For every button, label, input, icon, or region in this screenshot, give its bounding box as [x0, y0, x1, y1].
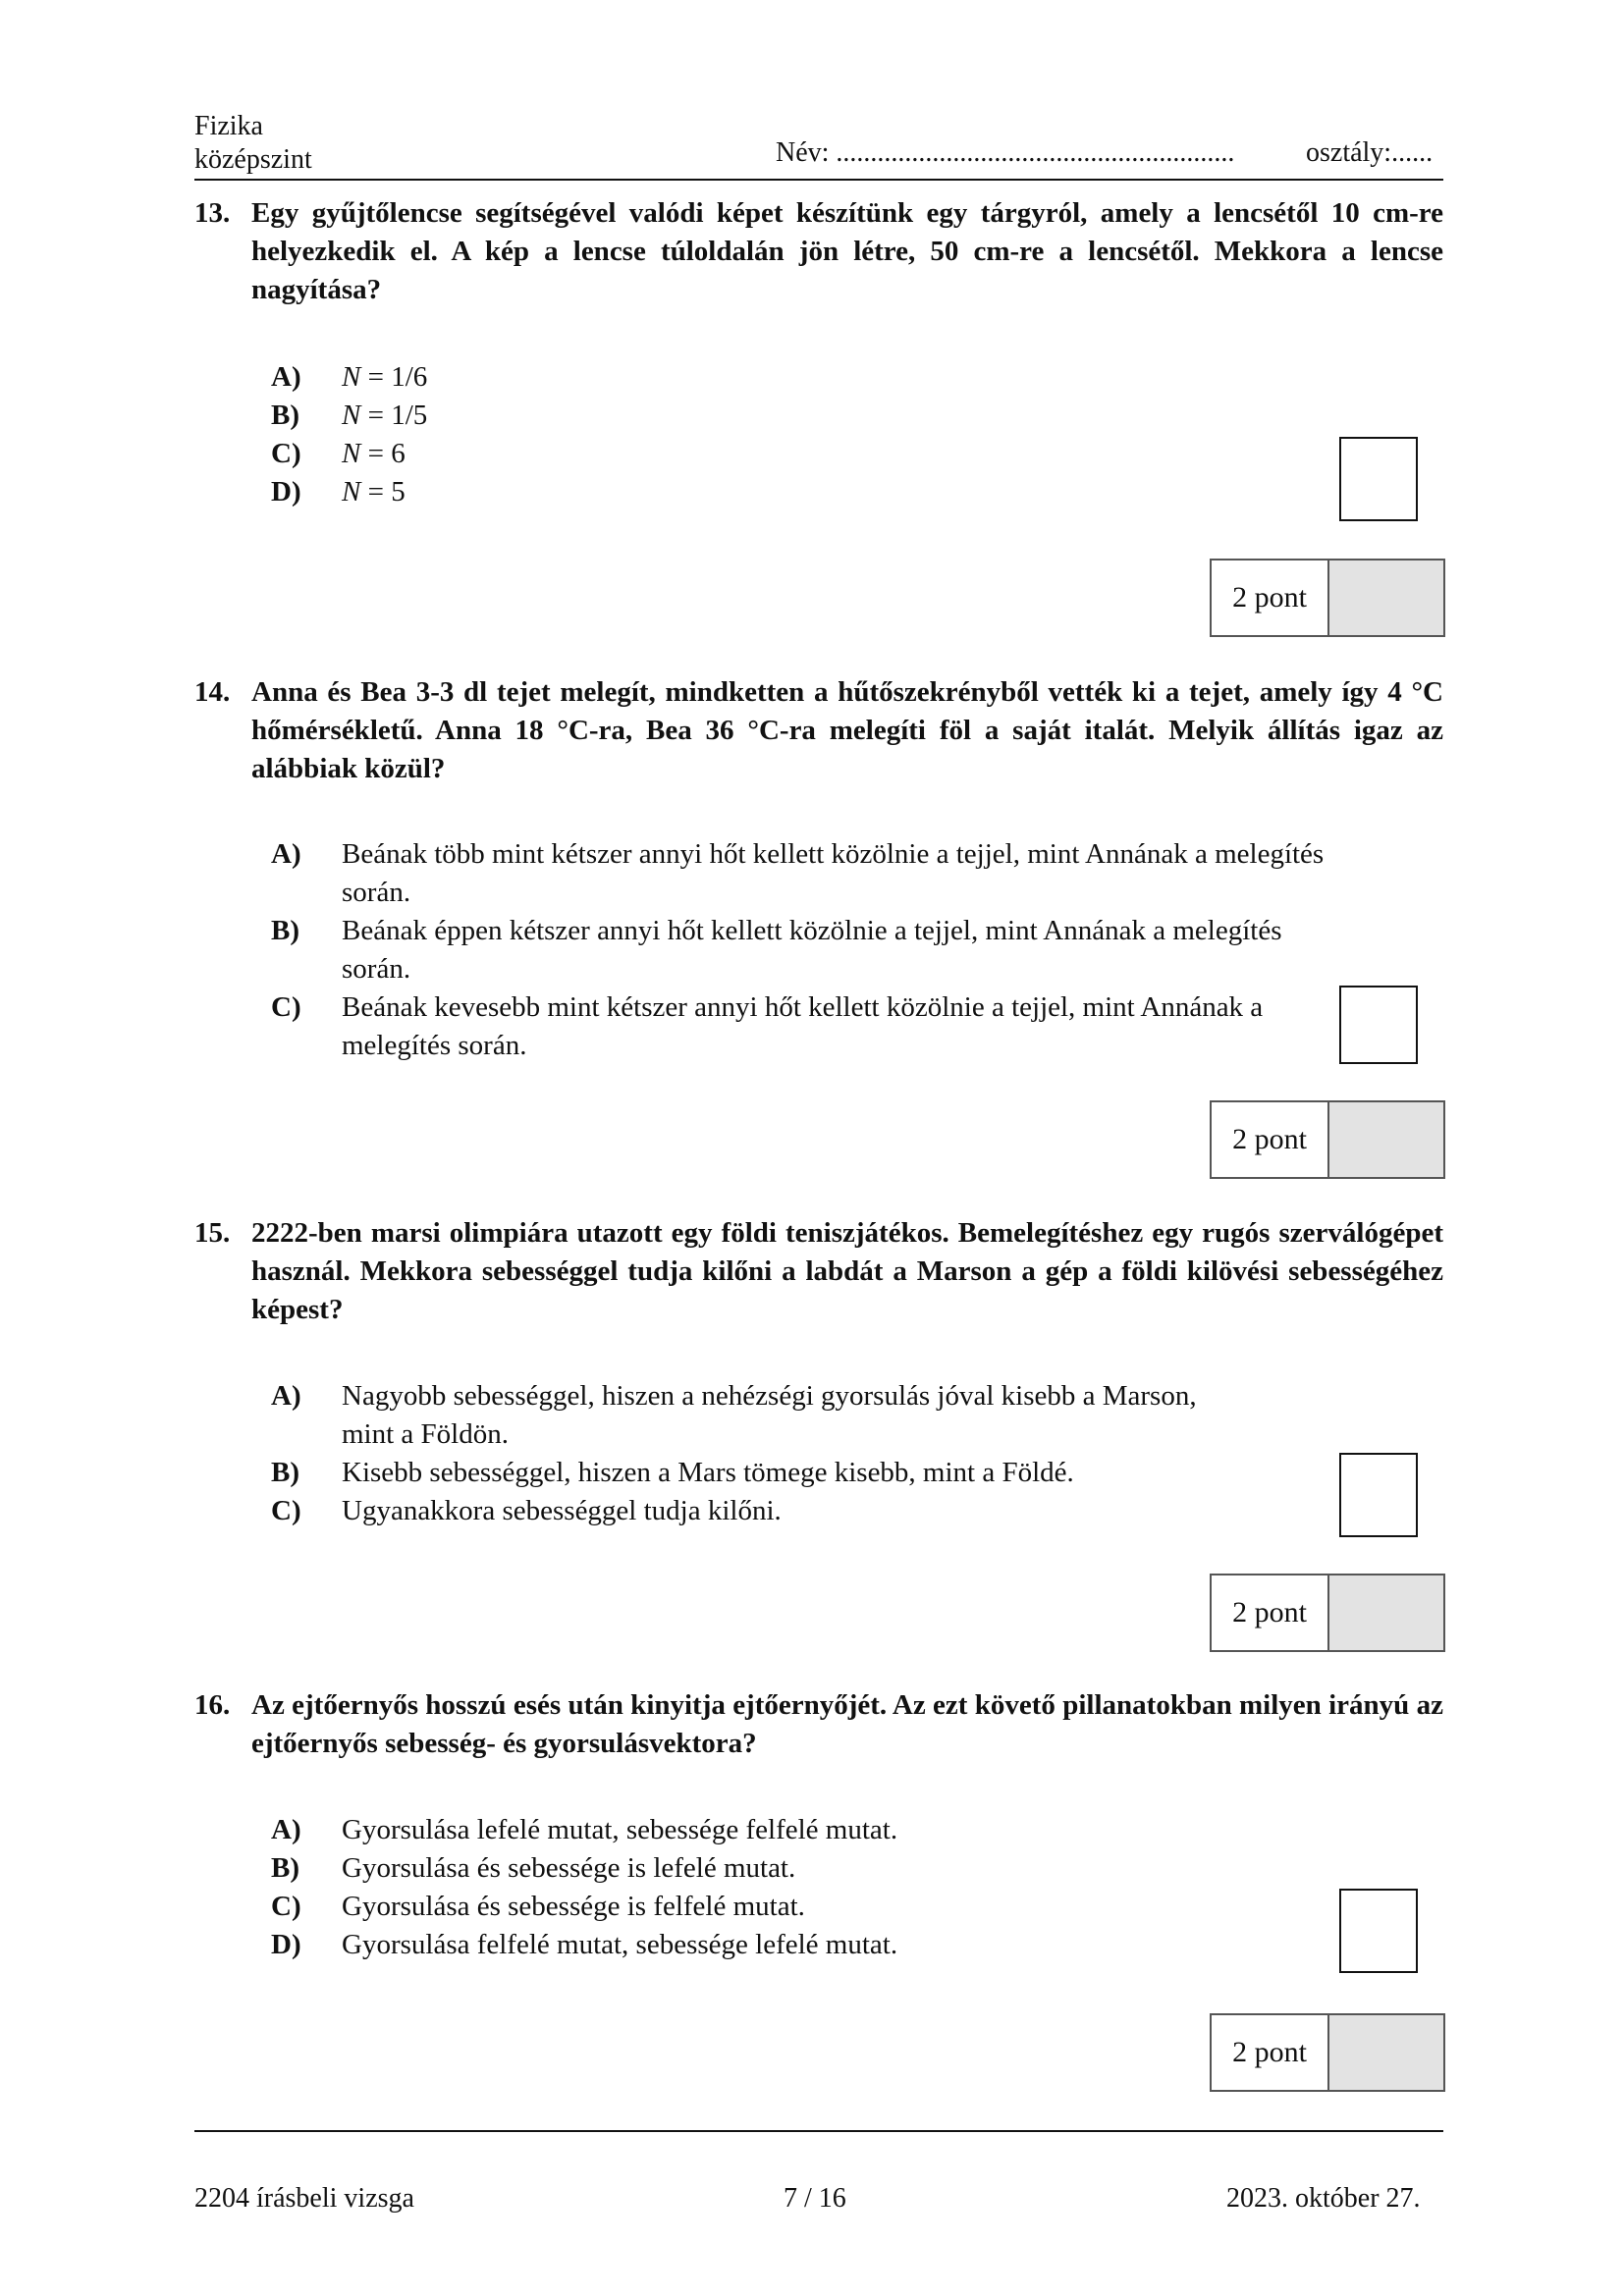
option-a: A) N = 1/6	[271, 361, 428, 393]
option-b: B) N = 1/5	[271, 400, 428, 431]
footer-date: 2023. október 27.	[1226, 2183, 1421, 2214]
question-text: Az ejtőernyős hosszú esés után kinyitja ejtőernyőjét. Az ezt követő pillanatokban milyen irányú az ejtőernyős sebesség- és gyorsulásvektora?	[251, 1689, 1443, 1759]
option-b: B) Kisebb sebességgel, hiszen a Mars tömege kisebb, mint a Földé.	[271, 1457, 1074, 1488]
option-d: D) N = 5	[271, 476, 406, 507]
page-header-subject	[194, 110, 312, 177]
options-14	[271, 835, 1331, 1065]
option-c: C) N = 6	[271, 438, 406, 469]
answer-box-14[interactable]	[1339, 986, 1418, 1064]
level-label: középszint	[194, 144, 312, 175]
score-entry-cell[interactable]	[1329, 561, 1443, 635]
question-number: 16.	[194, 1689, 231, 1721]
option-c: C) Gyorsulása és sebessége is felfelé mutat.	[271, 1891, 805, 1922]
score-label: 2 pont	[1212, 561, 1329, 635]
option-b: B) Gyorsulása és sebessége is lefelé mutat.	[271, 1852, 796, 1884]
score-label: 2 pont	[1212, 1575, 1329, 1650]
options-16	[271, 1811, 1351, 1964]
option-d: D) Gyorsulása felfelé mutat, sebessége lefelé mutat.	[271, 1929, 898, 1960]
score-entry-cell[interactable]	[1329, 2015, 1443, 2090]
answer-box-13[interactable]	[1339, 437, 1418, 521]
name-field: Név: ..........................................................	[776, 137, 1235, 168]
score-box-15	[1210, 1574, 1445, 1652]
footer-divider	[194, 2130, 1443, 2132]
score-label: 2 pont	[1212, 1102, 1329, 1177]
subject-label: Fizika	[194, 111, 263, 141]
option-a: A) Beának több mint kétszer annyi hőt kellett közölnie a tejjel, mint Annának a melegítés során.	[271, 838, 1325, 908]
option-c: C) Beának kevesebb mint kétszer annyi hőt kellett közölnie a tejjel, mint Annának a melegítés során.	[271, 991, 1264, 1061]
score-entry-cell[interactable]	[1329, 1102, 1443, 1177]
option-a: A) Gyorsulása lefelé mutat, sebessége felfelé mutat.	[271, 1814, 898, 1845]
question-text: Egy gyűjtőlencse segítségével valódi képet készítünk egy tárgyról, amely a lencsétől 10 cm-re helyezkedik el. A kép a lencse túloldalán jön létre, 50 cm-re a lencsétől. Mekkora a lencse nagyítása?	[251, 197, 1443, 305]
score-entry-cell[interactable]	[1329, 1575, 1443, 1650]
score-box-16	[1210, 2013, 1445, 2092]
options-13	[271, 358, 1351, 511]
answer-box-16[interactable]	[1339, 1889, 1418, 1973]
option-b: B) Beának éppen kétszer annyi hőt kellett közölnie a tejjel, mint Annának a melegítés során.	[271, 915, 1282, 985]
score-box-14	[1210, 1100, 1445, 1179]
option-a: A) Nagyobb sebességgel, hiszen a nehézségi gyorsulás jóval kisebb a Marson, mint a Földön.	[271, 1380, 1197, 1450]
options-15	[271, 1377, 1253, 1530]
score-label: 2 pont	[1212, 2015, 1329, 2090]
class-field: osztály:......	[1306, 137, 1434, 168]
question-14	[194, 673, 1443, 788]
question-16	[194, 1686, 1443, 1763]
option-c: C) Ugyanakkora sebességgel tudja kilőni.	[271, 1495, 782, 1526]
footer-exam: 2204 írásbeli vizsga	[194, 2183, 414, 2214]
footer-page-number: 7 / 16	[784, 2183, 846, 2214]
question-text: 2222-ben marsi olimpiára utazott egy földi teniszjátékos. Bemelegítéshez egy rugós szerválógépet használ. Mekkora sebességgel tudja kilőni a labdát a Marson a gép a földi kilövési sebességéhez képest?	[251, 1217, 1443, 1325]
question-15	[194, 1214, 1443, 1329]
question-text: Anna és Bea 3-3 dl tejet melegít, mindketten a hűtőszekrényből vették ki a tejet, amely így 4 °C hőmérsékletű. Anna 18 °C-ra, Bea 36 °C-ra melegíti föl a saját italát. Melyik állítás igaz az alábbiak közül?	[251, 676, 1443, 784]
question-number: 15.	[194, 1217, 231, 1249]
answer-box-15[interactable]	[1339, 1453, 1418, 1537]
score-box-13	[1210, 559, 1445, 637]
question-number: 13.	[194, 197, 231, 229]
header-divider	[194, 179, 1443, 181]
question-13	[194, 194, 1443, 309]
question-number: 14.	[194, 676, 231, 708]
